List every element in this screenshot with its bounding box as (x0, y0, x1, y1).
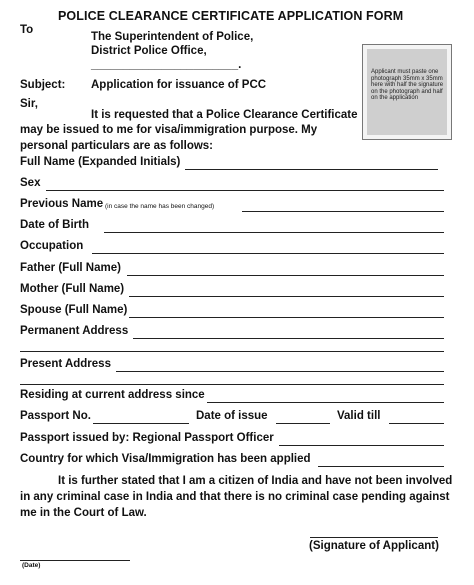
present-address-field-1[interactable] (116, 371, 444, 372)
present-address-field-2[interactable] (20, 384, 444, 385)
valid-till-field[interactable] (389, 423, 444, 424)
addressee-line-1: The Superintendent of Police, (91, 31, 254, 43)
previous-name-label: Previous Name (20, 198, 104, 210)
date-of-issue-field[interactable] (276, 423, 330, 424)
present-address-label: Present Address (20, 358, 111, 370)
mother-label: Mother (Full Name) (20, 283, 125, 295)
dob-field[interactable] (104, 232, 444, 233)
passport-no-field[interactable] (93, 423, 189, 424)
salutation: Sir, (20, 98, 38, 110)
passport-issued-by-field[interactable] (279, 445, 444, 446)
subject-text: Application for issuance of PCC (91, 79, 267, 91)
request-line-1: It is requested that a Police Clearance Certificate (91, 109, 358, 121)
addressee-line-3: _______________________. (91, 59, 242, 71)
date-of-issue-label: Date of issue (196, 410, 268, 422)
date-label: (Date) (22, 562, 41, 569)
full-name-label: Full Name (Expanded Initials) (20, 156, 181, 168)
spouse-field[interactable] (129, 317, 444, 318)
request-line-2: may be issued to me for visa/immigration purpose. My (20, 124, 318, 136)
previous-name-note: (in case the name has been changed) (105, 203, 215, 210)
request-line-3: personal particulars are as follows: (20, 140, 214, 152)
passport-no-label: Passport No. (20, 410, 91, 422)
country-field[interactable] (318, 466, 444, 467)
sex-field[interactable] (46, 190, 444, 191)
passport-issued-by-label: Passport issued by: Regional Passport Officer (20, 432, 274, 444)
date-field[interactable] (20, 560, 130, 561)
addressee-line-2: District Police Office, (91, 45, 207, 57)
father-label: Father (Full Name) (20, 262, 121, 274)
full-name-field[interactable] (185, 169, 438, 170)
declaration-line-2: in any criminal case in India and that there is no criminal case pending against (20, 491, 450, 503)
signature-label: (Signature of Applicant) (309, 540, 439, 552)
form-title: POLICE CLEARANCE CERTIFICATE APPLICATION FORM (58, 9, 404, 23)
residing-since-field[interactable] (207, 402, 444, 403)
occupation-field[interactable] (92, 253, 444, 254)
residing-since-label: Residing at current address since (20, 389, 205, 401)
country-label: Country for which Visa/Immigration has been applied (20, 453, 311, 465)
spouse-label: Spouse (Full Name) (20, 304, 128, 316)
previous-name-field[interactable] (242, 211, 444, 212)
occupation-label: Occupation (20, 240, 84, 252)
father-field[interactable] (127, 275, 444, 276)
photo-placeholder (367, 49, 447, 135)
valid-till-label: Valid till (337, 410, 381, 422)
declaration-line-3: me in the Court of Law. (20, 507, 147, 519)
permanent-address-label: Permanent Address (20, 325, 129, 337)
subject-label: Subject: (20, 79, 66, 91)
photo-instructions: Applicant must paste one photograph 35mm x 35mm here with half the signature on the photograph and half on the application (371, 69, 444, 102)
declaration-line-1: It is further stated that I am a citizen of India and have not been involved (58, 475, 453, 487)
to-label: To (20, 24, 34, 36)
sex-label: Sex (20, 177, 41, 189)
permanent-address-field-1[interactable] (133, 338, 444, 339)
dob-label: Date of Birth (20, 219, 89, 231)
signature-field[interactable] (310, 537, 438, 538)
mother-field[interactable] (129, 296, 444, 297)
permanent-address-field-2[interactable] (20, 351, 444, 352)
photo-box[interactable] (362, 44, 452, 140)
